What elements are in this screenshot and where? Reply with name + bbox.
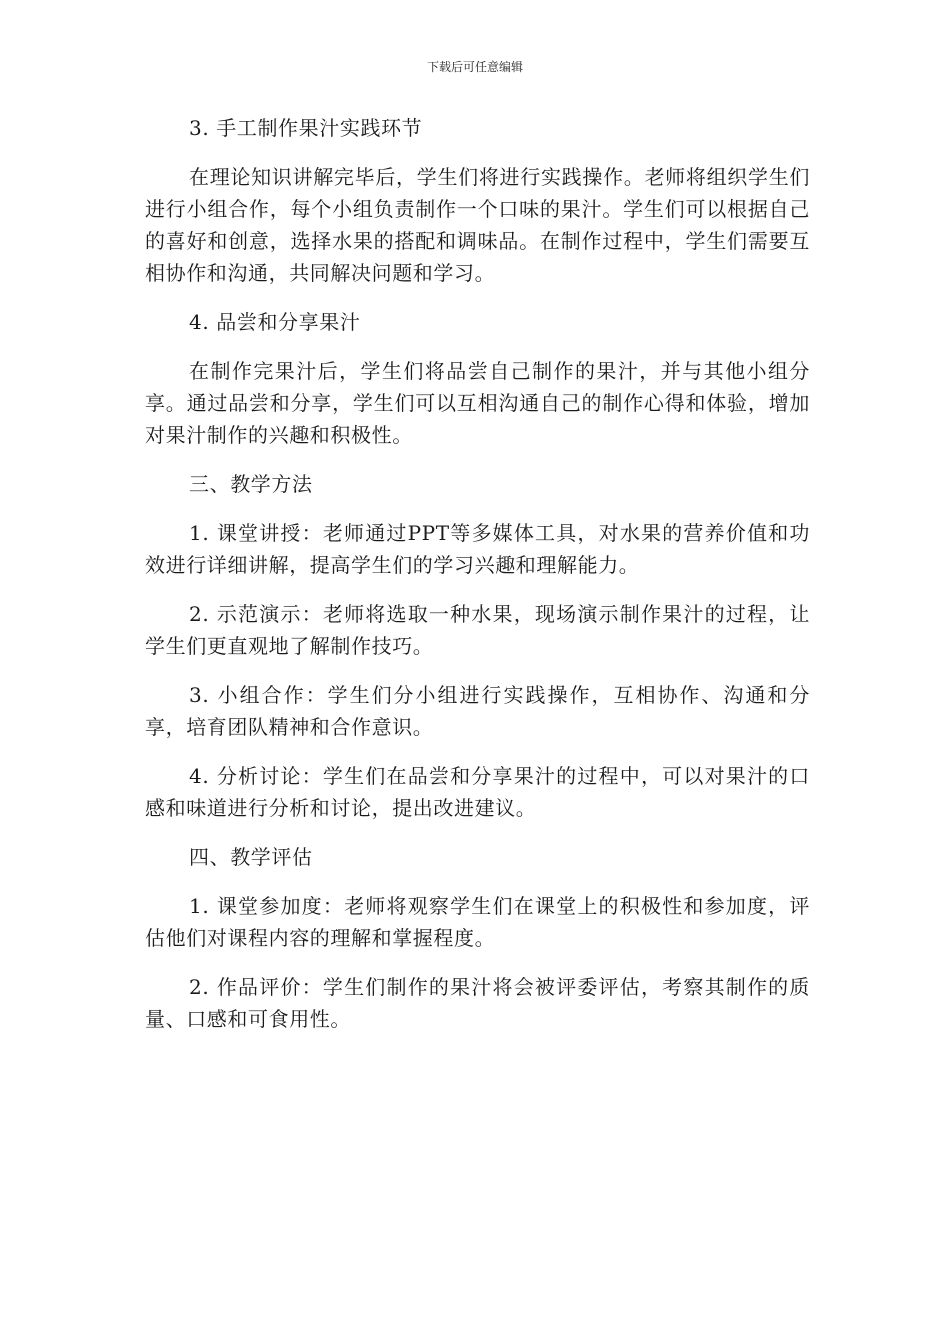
paragraph-method-discussion: 4. 分析讨论：学生们在品尝和分享果汁的过程中，可以对果汁的口感和味道进行分析和讨论，提出改进建议。 xyxy=(145,764,810,820)
section-heading-juice-practice: 3. 手工制作果汁实践环节 xyxy=(189,116,423,140)
section-heading-teaching-methods: 三、教学方法 xyxy=(189,472,313,496)
paragraph-practice-description: 在理论知识讲解完毕后，学生们将进行实践操作。老师将组织学生们进行小组合作，每个小组负责制作一个口味的果汁。学生们可以根据自己的喜好和创意，选择水果的搭配和调味品。在制作过程中，学生们需要互相协作和沟通，共同解决问题和学习。 xyxy=(145,165,810,285)
section-heading-tasting: 4. 品尝和分享果汁 xyxy=(189,310,361,334)
paragraph-method-group-work: 3. 小组合作：学生们分小组进行实践操作，互相协作、沟通和分享，培育团队精神和合作意识。 xyxy=(145,683,810,739)
page-header: 下载后可任意编辑 xyxy=(426,60,523,74)
section-heading-teaching-evaluation: 四、教学评估 xyxy=(189,845,313,869)
paragraph-tasting-description: 在制作完果汁后，学生们将品尝自己制作的果汁，并与其他小组分享。通过品尝和分享，学生们可以互相沟通自己的制作心得和体验，增加对果汁制作的兴趣和积极性。 xyxy=(145,359,810,447)
paragraph-method-lecture: 1. 课堂讲授：老师通过PPT等多媒体工具，对水果的营养价值和功效进行详细讲解，提高学生们的学习兴趣和理解能力。 xyxy=(145,521,810,577)
document-body xyxy=(145,112,810,1052)
paragraph-method-demonstration: 2. 示范演示：老师将选取一种水果，现场演示制作果汁的过程，让学生们更直观地了解制作技巧。 xyxy=(145,602,810,658)
paragraph-evaluation-participation: 1. 课堂参加度：老师将观察学生们在课堂上的积极性和参加度，评估他们对课程内容的理解和掌握程度。 xyxy=(145,894,810,950)
paragraph-evaluation-works: 2. 作品评价：学生们制作的果汁将会被评委评估，考察其制作的质量、口感和可食用性。 xyxy=(145,975,810,1031)
